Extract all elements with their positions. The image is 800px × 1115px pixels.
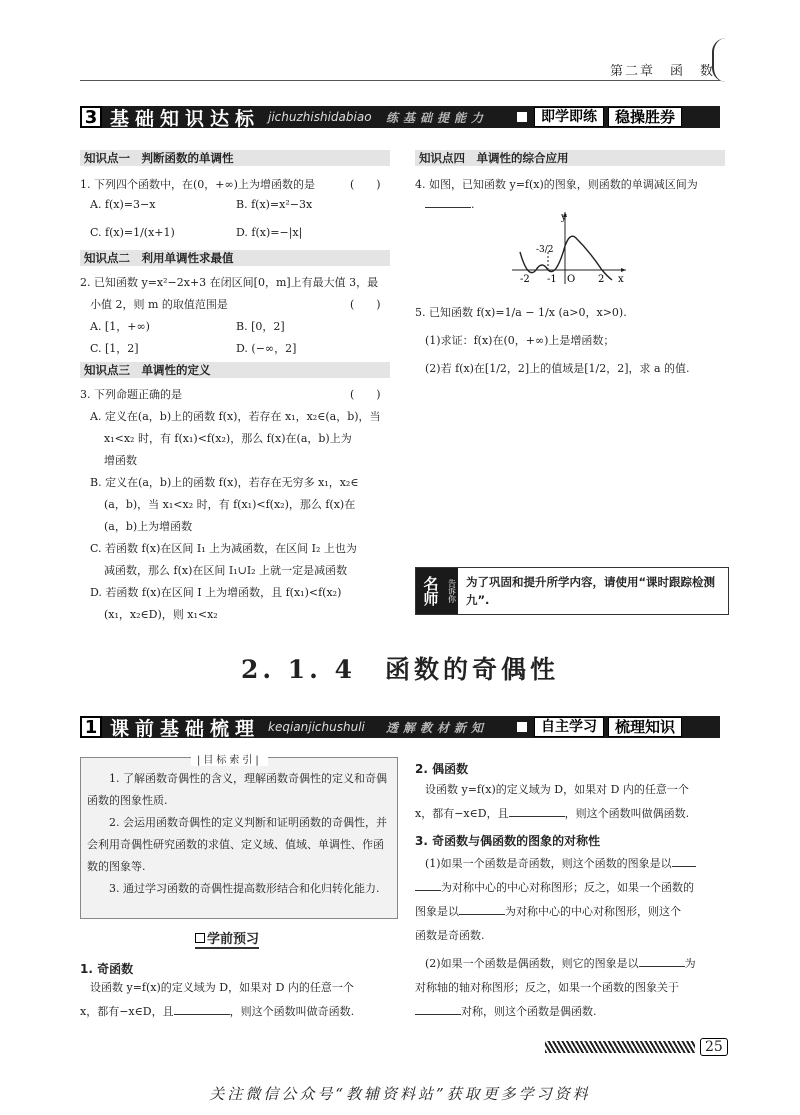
band-number: 3: [80, 106, 102, 128]
x-axis-arrow-icon: [621, 268, 626, 272]
graph-label-y: y: [561, 212, 567, 223]
preview-label: 学前预习: [207, 932, 260, 947]
question-4-line2: [425, 198, 475, 211]
question-4-line1: 4. 如图，已知函数 y=f(x)的图象，则函数的单调减区间为: [415, 178, 698, 191]
band-tag-2: 梳理知识: [608, 717, 682, 737]
band-tag-1: 即学即练: [534, 107, 604, 127]
symmetry-line1: [425, 852, 696, 876]
band-tag-1: 自主学习: [534, 717, 604, 737]
footer-watermark-text: 关注微信公众号“教辅资料站”获取更多学习资料: [209, 1085, 591, 1103]
header-curve: [712, 38, 728, 82]
q2-option-b: B. [0，2]: [236, 320, 285, 333]
band-number: 1: [80, 716, 102, 738]
even-line2-end: ，则这个函数叫做偶函数.: [564, 807, 690, 820]
question-2-line2: 小值 2，则 m 的取值范围是: [90, 298, 228, 311]
goal-1: 1. 了解函数奇偶性的含义，理解函数奇偶性的定义和奇偶函数的图象性质.: [87, 772, 387, 807]
page-number: 25: [700, 1038, 728, 1056]
symmetry-line2: [415, 876, 694, 900]
band-pinyin: jichuzhishidabiao: [268, 110, 372, 124]
goal-3: 3. 通过学习函数的奇偶性提高数形结合和化归转化能力.: [109, 882, 380, 895]
q3-option-a-cont: x₁<x₂ 时，有 f(x₁)<f(x₂)，那么 f(x)在(a，b)上为: [104, 432, 352, 445]
band-title: 基础知识达标: [110, 107, 261, 130]
q3-option-a-cont2: 增函数: [104, 454, 137, 467]
symmetry-line3: [415, 900, 681, 924]
section-band-basics: [80, 106, 720, 128]
symmetry-line5-start: (2)如果一个函数是偶函数，则它的图象是以: [425, 957, 639, 970]
graph-label-origin: O: [567, 274, 576, 285]
q3-option-d-cont: (x₁，x₂∈D)，则 x₁<x₂: [104, 608, 218, 621]
band-slogan: 透解教材新知: [386, 720, 489, 735]
q3-option-b: B. 定义在(a，b)上的函数 f(x)，若存在无穷多 x₁，x₂∈: [90, 476, 359, 489]
band-square-icon: [517, 722, 527, 732]
band-title: 课前基础梳理: [110, 717, 261, 740]
band-tag-2: 稳操胜券: [608, 107, 682, 127]
band-pinyin: keqianjichushuli: [268, 720, 365, 734]
even-line2-start: x，都有−x∈D，且: [415, 807, 509, 820]
section-title: 2. 1. 4 函数的奇偶性: [240, 655, 559, 684]
question-4-period: .: [471, 198, 475, 211]
odd-function-title: 1. 奇函数: [80, 962, 134, 976]
question-5-line2: (1)求证：f(x)在(0，+∞)上是增函数；: [425, 334, 615, 347]
symmetry-blank-3: [639, 966, 685, 967]
symmetry-line3-end: 为对称中心的中心对称图形，则这个: [505, 905, 681, 918]
q1-option-b: B. f(x)=x²−3x: [236, 198, 313, 211]
chapter-header: 第二章 函 数: [610, 64, 716, 79]
teacher-tip-subicon: 告诉你: [446, 568, 458, 614]
preview-square-icon: [195, 933, 205, 943]
header-rule: [80, 80, 720, 81]
question-1-paren: ( ): [350, 178, 381, 191]
symmetry-line4: 函数是奇函数.: [415, 929, 485, 942]
graph-label-minus-1: -1: [547, 274, 557, 285]
teacher-tip-icon: 名师: [416, 568, 446, 614]
section-band-preview: [80, 716, 720, 738]
odd-line2-end: ，则这个函数叫做奇函数.: [229, 1005, 355, 1018]
graph-label-x: x: [618, 274, 624, 285]
question-3: 3. 下列命题正确的是: [80, 388, 182, 401]
q1-option-c: C. f(x)=1/(x+1): [90, 226, 175, 239]
question-2-paren: ( ): [350, 298, 381, 311]
q2-option-a: A. [1，+∞): [90, 320, 150, 333]
even-answer-blank: [509, 816, 565, 817]
goal-2: 2. 会运用函数奇偶性的定义判断和证明函数的奇偶性，并会利用奇偶性研究函数的求值、定义域、值域、单调性、作函数的图象等.: [87, 816, 387, 873]
knowledge-point-2: 知识点二 利用单调性求最值: [80, 250, 390, 266]
q3-option-c-cont: 减函数，那么 f(x)在区间 I₁∪I₂ 上就一定是减函数: [104, 564, 348, 577]
question-5-line3: (2)若 f(x)在[1/2，2]上的值域是[1/2，2]，求 a 的值.: [425, 362, 690, 375]
q1-option-a: A. f(x)=3−x: [90, 198, 156, 211]
answer-blank: [425, 207, 471, 208]
q3-option-b-cont: (a，b)，当 x₁<x₂ 时，有 f(x₁)<f(x₂)，那么 f(x)在: [104, 498, 356, 511]
symmetry-line3-start: 图象是以: [415, 905, 459, 918]
odd-function-line1: 设函数 y=f(x)的定义域为 D，如果对 D 内的任意一个: [90, 981, 354, 994]
graph-label-2: 2: [598, 274, 605, 285]
symmetry-blank-1b: [415, 890, 441, 891]
knowledge-point-3: 知识点三 单调性的定义: [80, 362, 390, 378]
goals-heading: |目标索引|: [191, 751, 268, 766]
teacher-tip-box: [415, 567, 729, 615]
question-1: 1. 下列四个函数中，在(0，+∞)上为增函数的是: [80, 178, 315, 191]
q2-option-c: C. [1，2]: [90, 342, 139, 355]
symmetry-blank-2: [459, 914, 505, 915]
symmetry-line6: 对称轴的轴对称图形；反之，如果一个函数的图象关于: [415, 981, 679, 994]
band-square-icon: [517, 112, 527, 122]
odd-answer-blank: [174, 1014, 230, 1015]
learning-goals-box: [80, 757, 398, 919]
symmetry-line1-text: (1)如果一个函数是奇函数，则这个函数的图象是以: [425, 857, 672, 870]
page-footer-stripe: [545, 1041, 695, 1053]
function-graph: [510, 208, 630, 286]
symmetry-blank-1: [672, 866, 696, 867]
symmetry-line5-end: 为: [684, 957, 696, 970]
symmetry-line2-text: 为对称中心的中心对称图形；反之，如果一个函数的: [441, 881, 694, 894]
symmetry-blank-4: [415, 1014, 461, 1015]
symmetry-line7-text: 对称，则这个函数是偶函数.: [461, 1005, 597, 1018]
symmetry-title: 3. 奇函数与偶函数的图象的对称性: [415, 834, 601, 848]
graph-label-minus-2: -2: [520, 274, 530, 285]
question-3-paren: ( ): [350, 388, 381, 401]
knowledge-point-4: 知识点四 单调性的综合应用: [415, 150, 725, 166]
q3-option-b-cont2: (a，b)上为增函数: [104, 520, 193, 533]
question-5-line1: 5. 已知函数 f(x)=1/a − 1/x (a>0，x>0).: [415, 306, 627, 319]
teacher-tip-text: 为了巩固和提升所学内容，请使用“课时跟踪检测九”.: [466, 575, 716, 607]
q2-option-d: D. (−∞，2]: [236, 342, 297, 355]
graph-label-peak: -3/2: [536, 245, 554, 255]
even-function-line1: 设函数 y=f(x)的定义域为 D，如果对 D 内的任意一个: [425, 783, 689, 796]
preview-heading: [195, 928, 259, 949]
even-function-line2: [415, 802, 689, 826]
q3-option-d: D. 若函数 f(x)在区间 I 上为增函数，且 f(x₁)<f(x₂): [90, 586, 342, 599]
odd-function-line2: [80, 1000, 354, 1024]
odd-line2-start: x，都有−x∈D，且: [80, 1005, 174, 1018]
band-slogan: 练基础提能力: [386, 110, 489, 125]
question-2-line1: 2. 已知函数 y=x²−2x+3 在闭区间[0，m]上有最大值 3，最: [80, 276, 379, 289]
knowledge-point-1: 知识点一 判断函数的单调性: [80, 150, 390, 166]
symmetry-line7: [415, 1000, 597, 1024]
q3-option-a: A. 定义在(a，b)上的函数 f(x)，若存在 x₁，x₂∈(a，b)，当: [90, 410, 381, 423]
even-function-title: 2. 偶函数: [415, 762, 469, 776]
q3-option-c: C. 若函数 f(x)在区间 I₁ 上为减函数，在区间 I₂ 上也为: [90, 542, 357, 555]
q1-option-d: D. f(x)=−|x|: [236, 226, 303, 239]
symmetry-line5: [425, 952, 696, 976]
